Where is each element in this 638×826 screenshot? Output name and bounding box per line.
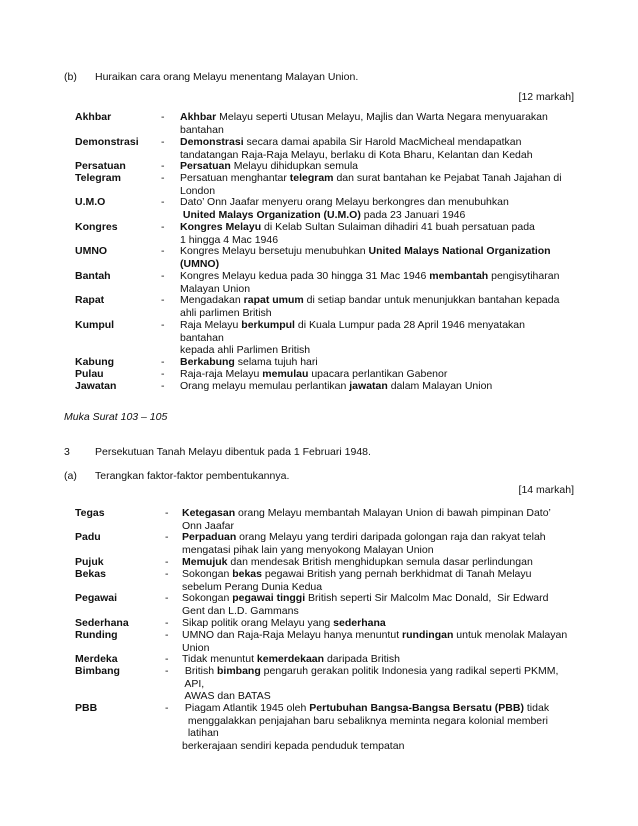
list-item-dash: - — [165, 507, 169, 519]
list-item-term: Pujuk — [75, 556, 104, 568]
list-item-term: Rapat — [75, 294, 105, 306]
list-item-dash: - — [165, 665, 169, 677]
list-item-description: Piagam Atlantik 1945 oleh Pertubuhan Bangsa-Bangsa Bersatu (PBB) tidak menggalakkan penjajahan baru sebaliknya meminta negara kolonial memberi latihan berkerajaan sendiri kepada penduduk tempatan — [182, 702, 550, 752]
list-item-dash: - — [161, 172, 165, 184]
question-a-text: Terangkan faktor-faktor pembentukannya. — [95, 470, 290, 482]
list-item-description: Mengadakan rapat umum di setiap bandar untuk menunjukkan bantahan kepada ahli parlimen British — [180, 294, 560, 319]
list-item-term: Bimbang — [75, 665, 120, 677]
list-item-term: UMNO — [75, 245, 108, 257]
list-item-term: Demonstrasi — [75, 136, 139, 148]
list-item-description: Sikap politik orang Melayu yang sederhana — [182, 617, 386, 629]
list-item-term: Tegas — [75, 507, 105, 519]
list-item-dash: - — [161, 319, 165, 331]
list-item-term: Akhbar — [75, 111, 112, 123]
list-item-term: Sederhana — [75, 617, 129, 629]
list-item-description: Kongres Melayu di Kelab Sultan Sulaiman dihadiri 41 buah persatuan pada 1 hingga 4 Mac 1946 — [180, 221, 535, 246]
question-3-text: Persekutuan Tanah Melayu dibentuk pada 1 Februari 1948. — [95, 446, 371, 458]
marks-a: [14 markah] — [518, 484, 574, 496]
list-item-description: Raja Melayu berkumpul di Kuala Lumpur pada 28 April 1946 menyatakan bantahan kepada ahli Parlimen British — [180, 319, 525, 356]
list-item-dash: - — [161, 270, 165, 282]
list-item-term: PBB — [75, 702, 98, 714]
list-item-term: Merdeka — [75, 653, 118, 665]
list-item-description: Demonstrasi secara damai apabila Sir Harold MacMicheal mendapatkan tandatangan Raja-Raja Melayu, berlaku di Kota Bharu, Kelantan dan Kedah — [180, 136, 533, 161]
list-item-dash: - — [165, 653, 169, 665]
list-item-dash: - — [165, 556, 169, 568]
list-item-description: Akhbar Melayu seperti Utusan Melayu, Majlis dan Warta Negara menyuarakan bantahan — [180, 111, 548, 136]
list-item-description: Sokongan bekas pegawai British yang pernah berkhidmat di Tanah Melayu sebelum Perang Dunia Kedua — [182, 568, 532, 593]
list-item-term: Persatuan — [75, 160, 126, 172]
list-item-term: Kabung — [75, 356, 115, 368]
list-item-description: Sokongan pegawai tinggi British seperti Sir Malcolm Mac Donald, Sir Edward Gent dan L.D. Gammans — [182, 592, 549, 617]
question-a-label: (a) — [64, 470, 77, 482]
list-item-term: Kumpul — [75, 319, 115, 331]
list-item-dash: - — [165, 702, 169, 714]
list-item-description: Ketegasan orang Melayu membantah Malayan Union di bawah pimpinan Dato’ Onn Jaafar — [182, 507, 551, 532]
list-item-dash: - — [165, 592, 169, 604]
list-item-dash: - — [161, 196, 165, 208]
list-item-term: U.M.O — [75, 196, 106, 208]
list-item-term: Telegram — [75, 172, 121, 184]
list-item-description: Orang melayu memulau perlantikan jawatan dalam Malayan Union — [180, 380, 493, 392]
list-item-term: Pegawai — [75, 592, 118, 604]
list-item-dash: - — [161, 380, 165, 392]
list-item-description: Dato’ Onn Jaafar menyeru orang Melayu berkongres dan menubuhkan United Malays Organization (U.M.O) pada 23 Januari 1946 — [180, 196, 509, 221]
list-item-term: Jawatan — [75, 380, 117, 392]
list-item-term: Bantah — [75, 270, 111, 282]
list-item-dash: - — [161, 136, 165, 148]
list-item-description: Persatuan Melayu dihidupkan semula — [180, 160, 359, 172]
list-item-dash: - — [161, 245, 165, 257]
list-item-description: Perpaduan orang Melayu yang terdiri daripada golongan raja dan rakyat telah mengatasi pihak lain yang menyokong Malayan Union — [182, 531, 546, 556]
list-item-dash: - — [161, 160, 165, 172]
list-item-description: Berkabung selama tujuh hari — [180, 356, 318, 368]
question-3-number: 3 — [64, 446, 70, 458]
list-item-dash: - — [161, 221, 165, 233]
list-item-term: Bekas — [75, 568, 106, 580]
list-item-description: Persatuan menghantar telegram dan surat bantahan ke Pejabat Tanah Jajahan di London — [180, 172, 562, 197]
list-item-term: Kongres — [75, 221, 118, 233]
list-item-dash: - — [161, 368, 165, 380]
marks-b: [12 markah] — [518, 91, 574, 103]
page-reference: Muka Surat 103 – 105 — [64, 411, 168, 423]
list-item-description: Tidak menuntut kemerdekaan daripada British — [182, 653, 400, 665]
list-item-dash: - — [161, 294, 165, 306]
list-item-dash: - — [165, 568, 169, 580]
question-b-text: Huraikan cara orang Melayu menentang Malayan Union. — [95, 71, 359, 83]
list-item-term: Pulau — [75, 368, 104, 380]
list-item-term: Padu — [75, 531, 101, 543]
list-item-term: Runding — [75, 629, 118, 641]
list-item-dash: - — [165, 629, 169, 641]
list-item-description: Memujuk dan mendesak British menghidupkan semula dasar perlindungan — [182, 556, 533, 568]
list-item-description: Raja-raja Melayu memulau upacara perlantikan Gabenor — [180, 368, 448, 380]
list-item-dash: - — [161, 356, 165, 368]
list-item-description: UMNO dan Raja-Raja Melayu hanya menuntut rundingan untuk menolak Malayan Union — [182, 629, 568, 654]
question-b-label: (b) — [64, 71, 77, 83]
list-item-dash: - — [165, 531, 169, 543]
list-item-dash: - — [165, 617, 169, 629]
list-item-description: Kongres Melayu bersetuju menubuhkan United Malays National Organization (UMNO) — [180, 245, 551, 270]
list-item-description: Kongres Melayu kedua pada 30 hingga 31 Mac 1946 membantah pengisytiharan Malayan Union — [180, 270, 560, 295]
list-item-description: British bimbang pengaruh gerakan politik Indonesia yang radikal seperti PKMM, API, AWAS dan BATAS — [182, 665, 559, 702]
list-item-dash: - — [161, 111, 165, 123]
